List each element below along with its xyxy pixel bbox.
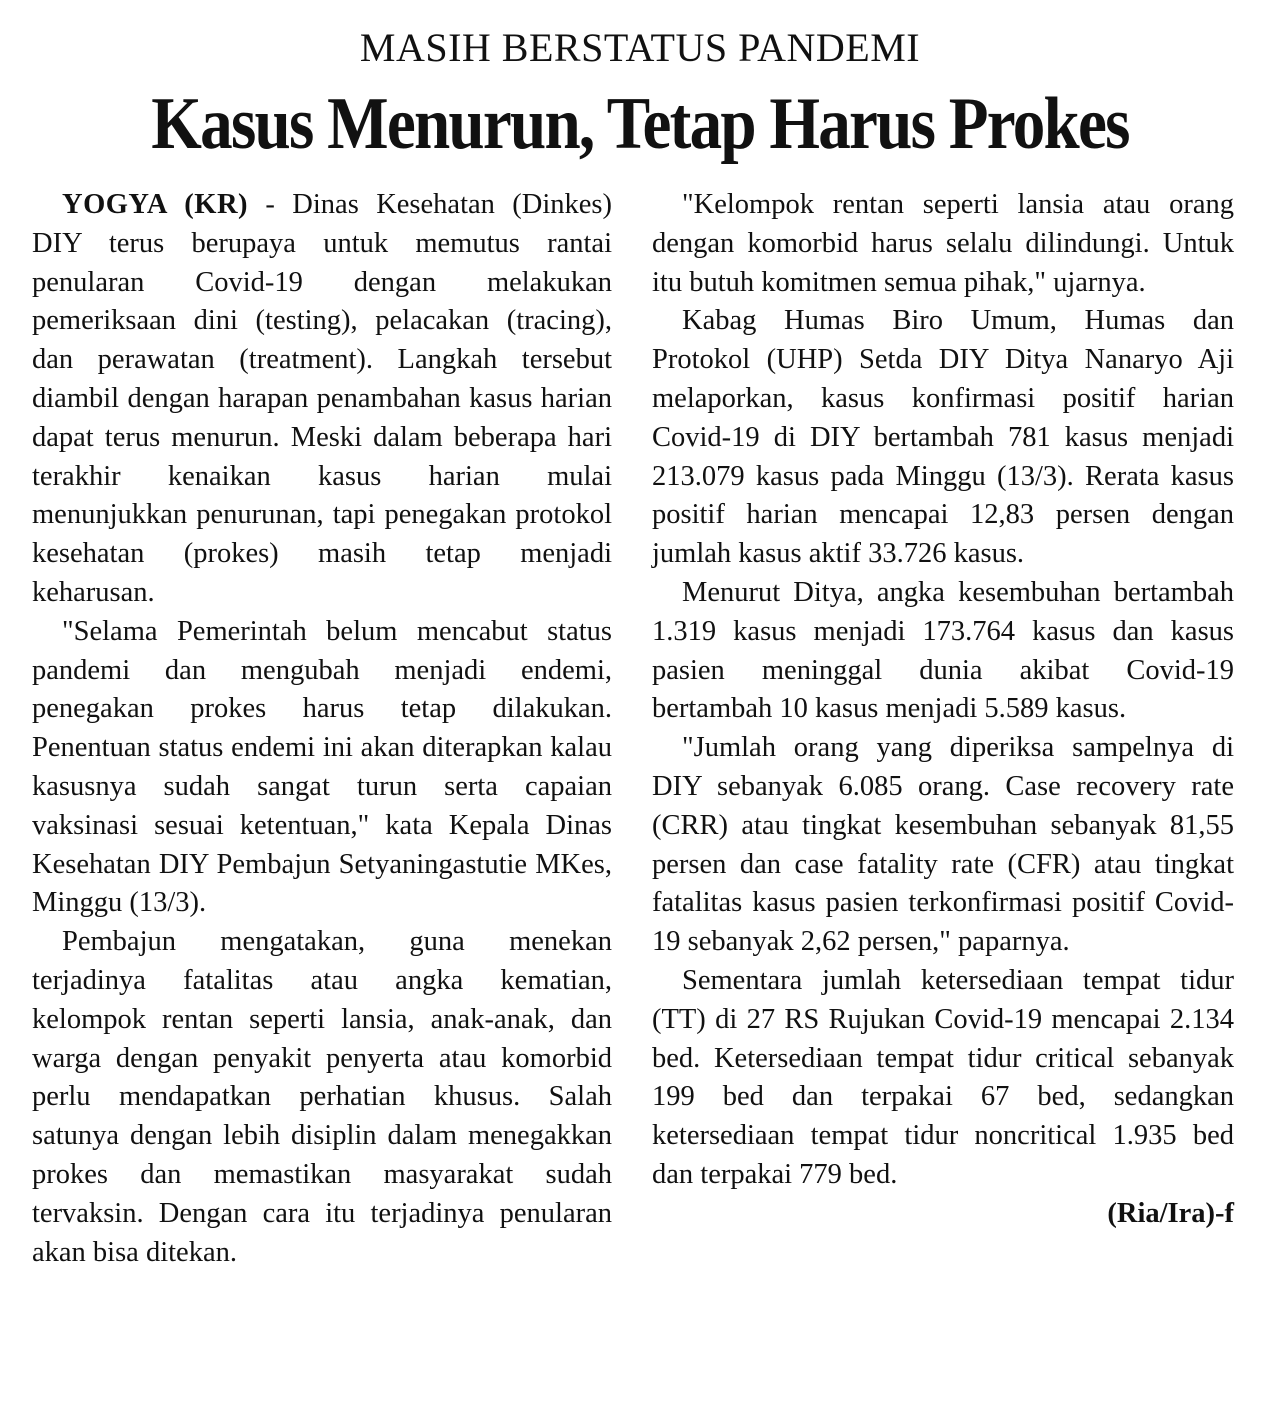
article-kicker: MASIH BERSTATUS PANDEMI: [359, 25, 921, 70]
paragraph: "Jumlah orang yang diperiksa sampelnya di DIY sebanyak 6.085 orang. Case recovery rate (CRR) atau tingkat kesembuhan sebanyak 81,55 persen dan case fatality rate (CFR) atau tingkat fatalitas kasus pasien terkonfirmasi positif Covid-19 sebanyak 2,62 persen," paparnya.: [652, 732, 1234, 958]
article-column-right: [652, 186, 1234, 1234]
signature-line: [652, 1195, 1234, 1234]
paragraph: "Selama Pemerintah belum mencabut status pandemi dan mengubah menjadi endemi, penegakan prokes harus tetap dilakukan. Penentuan status endemi ini akan diterapkan kalau kasusnya sudah sangat turun serta capaian vaksinasi sesuai ketentuan," kata Kepala Dinas Kesehatan DIY Pembajun Setyaningastutie MKes, Minggu (13/3).: [32, 615, 612, 919]
paragraph: [32, 186, 612, 613]
byline-signature: (Ria/Ira)-f: [1107, 1197, 1234, 1229]
paragraph: Sementara jumlah ketersediaan tempat tidur (TT) di 27 RS Rujukan Covid-19 mencapai 2.134 bed. Ketersediaan tempat tidur critical sebanyak 199 bed dan terpakai 67 bed, sedangkan ketersediaan tempat tidur noncritical 1.935 bed dan terpakai 779 bed.: [652, 964, 1234, 1190]
dateline: YOGYA (KR): [62, 189, 249, 220]
paragraph-text: - Dinas Kesehatan (Dinkes) DIY terus berupaya untuk memutus rantai penularan Covid-19 dengan melakukan pemeriksaan dini (testing), pelacakan (tracing), dan perawatan (treatment). Langkah tersebut diambil dengan harapan penambahan kasus harian dapat terus menurun. Meski dalam beberapa hari terakhir kenaikan kasus harian mulai menunjukkan penurunan, tapi penegakan protokol kesehatan (prokes) masih tetap menjadi keharusan.: [32, 189, 612, 608]
article-column-left: [32, 186, 612, 1272]
article-headline: Kasus Menurun, Tetap Harus Prokes: [151, 83, 1129, 165]
paragraph: Pembajun mengatakan, guna menekan terjadinya fatalitas atau angka kematian, kelompok rentan seperti lansia, anak-anak, dan warga dengan penyakit penyerta atau komorbid perlu mendapatkan perhatian khusus. Salah satunya dengan lebih disiplin dalam menegakkan prokes dan memastikan masyarakat sudah tervaksin. Dengan cara itu terjadinya penularan akan bisa ditekan.: [32, 926, 612, 1268]
paragraph: Kabag Humas Biro Umum, Humas dan Protokol (UHP) Setda DIY Ditya Nanaryo Aji melaporkan, kasus konfirmasi positif harian Covid-19 di DIY bertambah 781 kasus menjadi 213.079 kasus pada Minggu (13/3). Rerata kasus positif harian mencapai 12,83 persen dengan jumlah kasus aktif 33.726 kasus.: [652, 305, 1234, 570]
paragraph: Menurut Ditya, angka kesembuhan bertambah 1.319 kasus menjadi 173.764 kasus dan kasus pasien meninggal dunia akibat Covid-19 bertambah 10 kasus menjadi 5.589 kasus.: [652, 576, 1234, 725]
paragraph: "Kelompok rentan seperti lansia atau orang dengan komorbid harus selalu dilindungi. Untuk itu butuh komitmen semua pihak," ujarnya.: [652, 189, 1234, 298]
